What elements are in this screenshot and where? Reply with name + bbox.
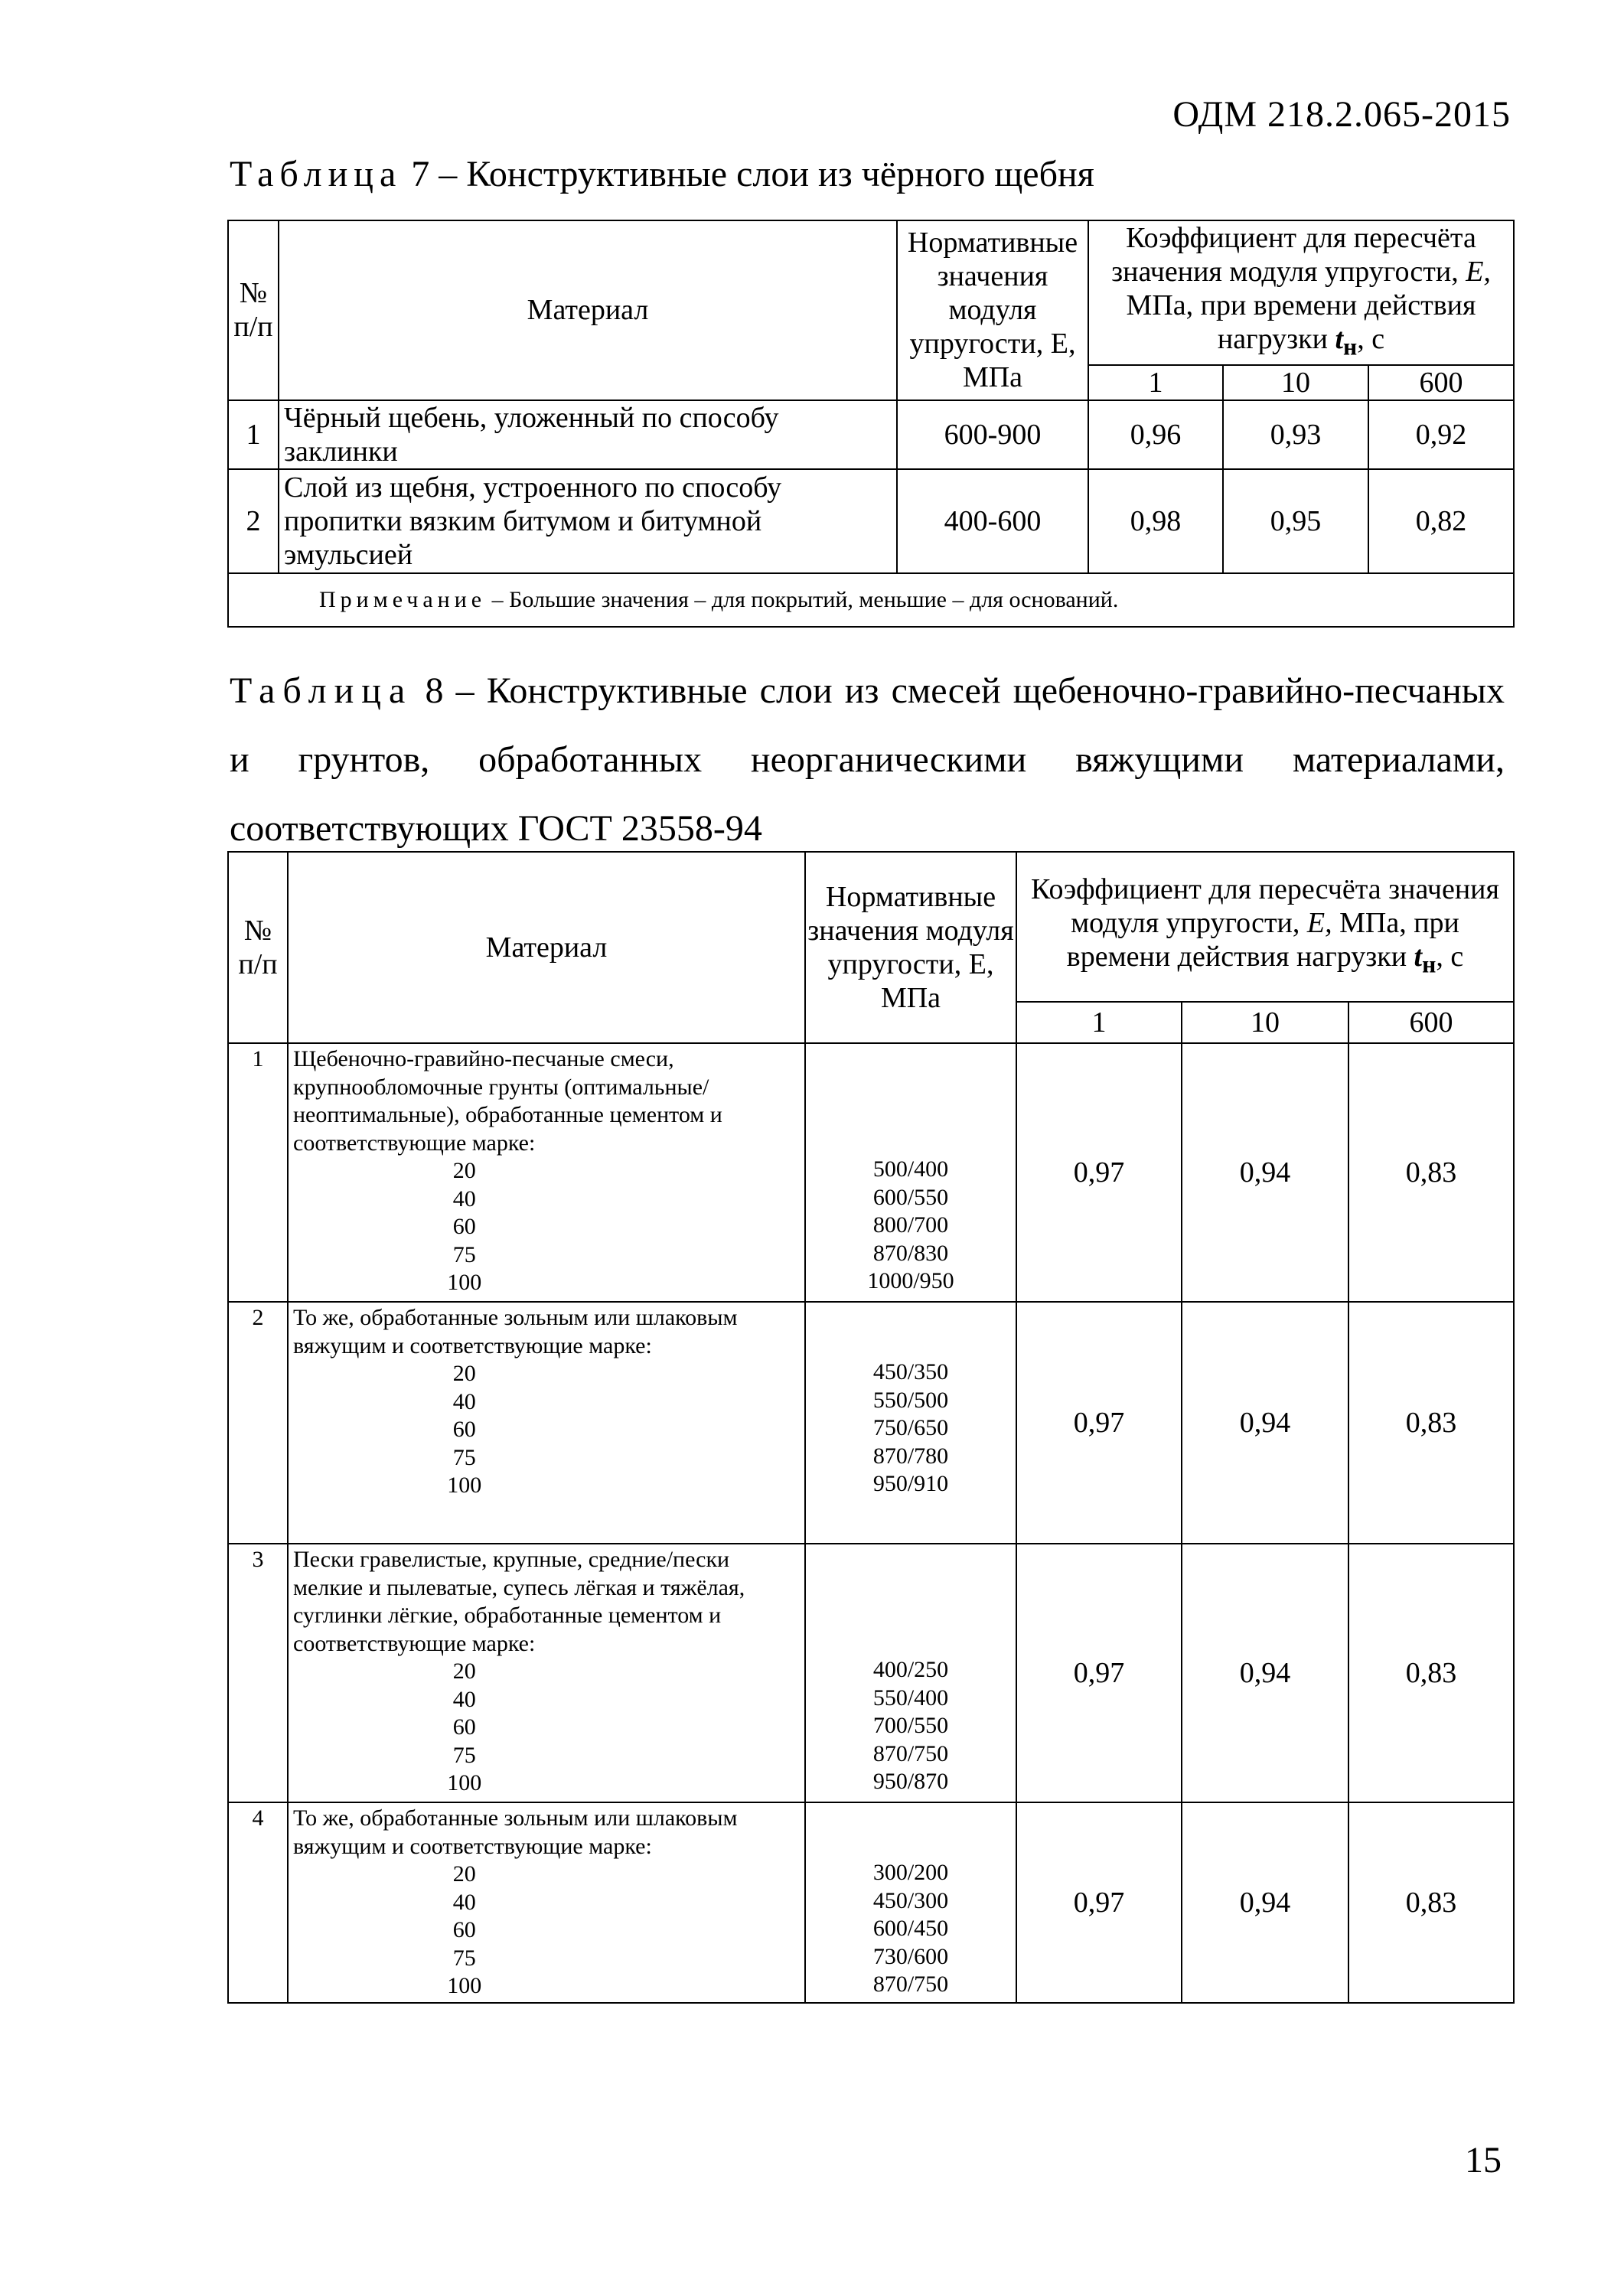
grade-value: 40	[452, 1889, 476, 1915]
grade-value: 40	[452, 1388, 476, 1414]
row-k10: 0,94	[1182, 1544, 1348, 1802]
coef-t: t	[1335, 323, 1344, 355]
grade-value: 75	[452, 1945, 476, 1971]
row-moduli	[805, 1043, 1016, 1302]
row-k1: 0,97	[1016, 1043, 1182, 1302]
row-moduli	[805, 1544, 1016, 1802]
table8-header-material: Материал	[288, 852, 805, 1043]
row-k10: 0,94	[1182, 1043, 1348, 1302]
table8-header-coefficient	[1016, 852, 1514, 1002]
row-k10: 0,94	[1182, 1302, 1348, 1544]
table8-time-600: 600	[1348, 1002, 1514, 1043]
row-moduli	[805, 1802, 1016, 2003]
modulus-value: 750/650	[872, 1415, 949, 1440]
modulus-value: 870/750	[872, 1971, 949, 1997]
table8-caption-word: Таблица	[230, 670, 413, 711]
table-row	[228, 1544, 1514, 1802]
row-k600: 0,82	[1368, 469, 1514, 573]
modulus-value: 800/700	[872, 1212, 949, 1238]
page-number: 15	[1465, 2140, 1502, 2180]
grade-value: 20	[452, 1158, 476, 1183]
row-k600: 0,83	[1348, 1802, 1514, 2003]
table8-time-1: 1	[1016, 1002, 1182, 1043]
coef-middle: МПа, при времени действия нагрузки	[1066, 906, 1459, 973]
table8-header-modulus: Нормативные значения модуля упругости, Е, МПа	[805, 852, 1016, 1043]
row-k600: 0,92	[1368, 400, 1514, 469]
grade-list	[293, 1861, 636, 2001]
row-k600: 0,83	[1348, 1544, 1514, 1802]
grade-value: 40	[452, 1686, 476, 1712]
modulus-value: 870/780	[872, 1443, 949, 1469]
table8-header-num: № п/п	[228, 852, 288, 1043]
table8-caption-text: 8 – Конструктивные слои из смесей щебеночно-гравийно-песчаных и грунтов, обработанных неорганическими вяжущими материалами, соответствующих ГОСТ 23558-94	[230, 670, 1505, 849]
grade-list	[293, 1360, 636, 1500]
row-k1: 0,98	[1088, 469, 1223, 573]
modulus-value: 730/600	[872, 1943, 949, 1969]
table7-caption-text: 7 – Конструктивные слои из чёрного щебня	[411, 154, 1094, 194]
row-k10: 0,93	[1223, 400, 1368, 469]
grade-value: 60	[452, 1714, 476, 1740]
modulus-value: 400/250	[872, 1657, 949, 1682]
table7-time-600: 600	[1368, 365, 1514, 400]
modulus-value: 950/910	[872, 1471, 949, 1496]
modulus-value: 500/400	[872, 1156, 949, 1182]
coef-middle: МПа, при времени действия нагрузки	[1126, 289, 1476, 355]
coef-sub: н	[1422, 951, 1436, 978]
modulus-value: 300/200	[872, 1860, 949, 1885]
row-material	[288, 1802, 805, 2003]
modulus-value: 600/550	[872, 1184, 949, 1210]
table7-caption-word: Таблица	[230, 154, 403, 194]
modulus-value: 550/400	[872, 1684, 949, 1711]
row-k1: 0,97	[1016, 1544, 1182, 1802]
table8-time-10: 10	[1182, 1002, 1348, 1043]
modulus-value: 550/500	[872, 1387, 949, 1413]
grade-value: 75	[452, 1241, 476, 1267]
row-material-text: Пески гравелистые, крупные, средние/пески мелкие и пылеватые, супесь лёгкая и тяжёлая, суглинки лёгкие, обработанные цементом и соответствующие марке:	[293, 1547, 745, 1656]
grade-value: 40	[452, 1186, 476, 1212]
row-number: 1	[228, 1043, 288, 1302]
row-material: Слой из щебня, устроенного по способу пропитки вязким битумом и битумной эмульсией	[279, 469, 897, 573]
row-k1: 0,97	[1016, 1802, 1182, 2003]
grade-list	[293, 1658, 636, 1798]
modulus-value: 700/550	[872, 1713, 949, 1738]
grade-value: 75	[452, 1742, 476, 1768]
coef-e: Е,	[1466, 256, 1491, 288]
row-material	[288, 1043, 805, 1302]
coef-e: Е,	[1306, 906, 1332, 939]
coef-sub: н	[1343, 333, 1358, 360]
table7-time-1: 1	[1088, 365, 1223, 400]
row-k600: 0,83	[1348, 1043, 1514, 1302]
grade-value: 100	[447, 1770, 482, 1795]
table-row	[228, 1802, 1514, 2003]
grade-value: 20	[452, 1361, 476, 1386]
table7-header-material: Материал	[279, 220, 897, 400]
row-number: 2	[228, 469, 279, 573]
row-k1: 0,97	[1016, 1302, 1182, 1544]
note-label: Примечание	[319, 586, 487, 612]
row-material-text: То же, обработанные зольным или шлаковым вяжущим и соответствующие марке:	[293, 1305, 738, 1358]
grade-value: 60	[452, 1917, 476, 1942]
note-text: – Большие значения – для покрытий, меньшие – для оснований.	[491, 586, 1119, 612]
modulus-value: 870/830	[872, 1240, 949, 1266]
modulus-value: 600/450	[872, 1916, 949, 1941]
row-k10: 0,94	[1182, 1802, 1348, 2003]
grade-value: 100	[447, 1973, 482, 1998]
row-material	[288, 1544, 805, 1802]
coef-t: t	[1414, 940, 1423, 973]
grade-list	[293, 1157, 636, 1297]
grade-value: 20	[452, 1861, 476, 1887]
grade-value: 20	[452, 1658, 476, 1684]
row-moduli	[805, 1302, 1016, 1544]
table7-time-10: 10	[1223, 365, 1368, 400]
row-modulus: 400-600	[897, 469, 1088, 573]
table7-header-num: № п/п	[228, 220, 279, 400]
modulus-value: 450/350	[872, 1359, 949, 1384]
table7-note	[228, 573, 1514, 627]
document-code: ОДМ 218.2.065-2015	[1172, 94, 1511, 135]
row-k1: 0,96	[1088, 400, 1223, 469]
row-material: Чёрный щебень, уложенный по способу заклинки	[279, 400, 897, 469]
grade-value: 60	[452, 1214, 476, 1239]
grade-value: 75	[452, 1444, 476, 1470]
row-material-text: То же, обработанные зольным или шлаковым вяжущим и соответствующие марке:	[293, 1805, 738, 1859]
table8	[227, 851, 1515, 2004]
row-number: 1	[228, 400, 279, 469]
modulus-value: 1000/950	[867, 1268, 954, 1293]
row-modulus: 600-900	[897, 400, 1088, 469]
table-row	[228, 1043, 1514, 1302]
table-row	[228, 400, 1514, 469]
modulus-value: 950/870	[872, 1769, 949, 1794]
table-row	[228, 1302, 1514, 1544]
row-number: 4	[228, 1802, 288, 2003]
table7	[227, 220, 1515, 628]
grade-value: 100	[447, 1473, 482, 1498]
table7-header-coefficient	[1088, 220, 1514, 365]
row-material	[288, 1302, 805, 1544]
row-number: 3	[228, 1544, 288, 1802]
modulus-value: 450/300	[872, 1887, 949, 1913]
table7-caption	[230, 153, 1094, 195]
coef-prefix: Коэффициент для пересчёта значения модуля упругости,	[1111, 222, 1476, 288]
row-material-text: Щебеночно-гравийно-песчаные смеси, крупнообломочные грунты (оптимальные/неоптимальные), обработанные цементом и соответствующие марке:	[293, 1046, 722, 1156]
table7-header-modulus: Нормативные значения модуля упругости, Е, МПа	[897, 220, 1088, 400]
modulus-value: 870/750	[872, 1740, 949, 1766]
row-number: 2	[228, 1302, 288, 1544]
coef-suffix: , с	[1436, 940, 1464, 973]
coef-prefix: Коэффициент для пересчёта значения модуля упругости,	[1031, 872, 1499, 939]
table-row	[228, 469, 1514, 573]
row-k600: 0,83	[1348, 1302, 1514, 1544]
table8-caption	[230, 657, 1505, 863]
row-k10: 0,95	[1223, 469, 1368, 573]
grade-value: 60	[452, 1417, 476, 1442]
grade-value: 100	[447, 1270, 482, 1295]
coef-suffix: , с	[1357, 323, 1385, 355]
